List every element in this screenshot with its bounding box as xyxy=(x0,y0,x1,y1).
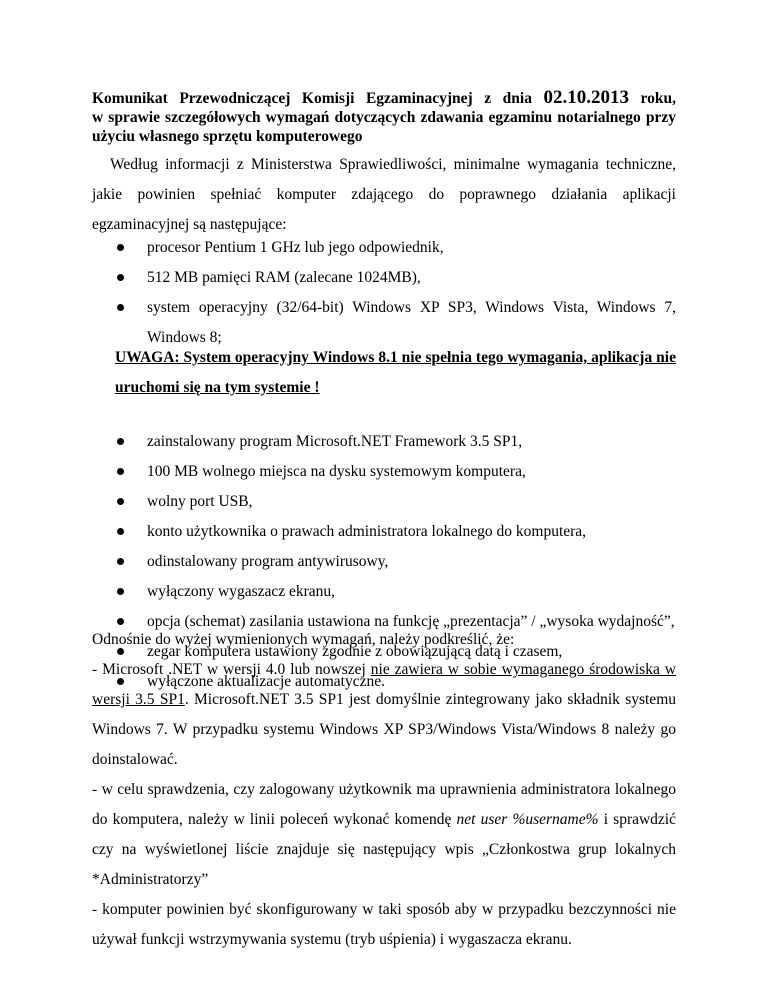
heading-part-1: Komunikat Przewodniczącej Komisji Egzaminacyjnej z dnia xyxy=(92,90,544,107)
bullet-icon xyxy=(117,558,124,565)
heading-line-2: w sprawie szczegółowych wymagań dotyczących zdawania egzaminu notarialnego przy użyciu własnego sprzętu komputerowego xyxy=(92,109,676,145)
note-dotnet-text-b: . Microsoft.NET 3.5 SP1 jest domyślnie zintegrowany jako składnik systemu Windows 7. W przypadku systemu Windows XP SP3/Windows Vista/Windows 8 należy go doinstalować. xyxy=(92,691,676,768)
bullet-icon xyxy=(117,618,124,625)
list-item-text: system operacyjny (32/64-bit) Windows XP SP3, Windows Vista, Windows 7, Windows 8; xyxy=(147,299,676,346)
list-item xyxy=(92,457,676,487)
note-admin-text-a: - w celu sprawdzenia, czy zalogowany użytkownik ma uprawnienia administratora lokalnego do komputera, należy w linii poleceń wykonać komendę xyxy=(92,781,676,828)
note-admin-check xyxy=(92,775,676,895)
bullet-icon xyxy=(117,528,124,535)
notes-section xyxy=(92,625,676,955)
note-admin-text-b: i sprawdzić czy na wyświetlonej liście znajduje się następujący wpis „Członkostwa grup lokalnych *Administratorzy” xyxy=(92,811,676,888)
note-dotnet-text-a: - Microsoft .NET w wersji 4.0 lub nowszej xyxy=(92,661,371,678)
list-item xyxy=(92,427,676,457)
note-power-settings: - komputer powinien być skonfigurowany w taki sposób aby w przypadku bezczynności nie używał funkcji wstrzymywania systemu (tryb uśpienia) i wygaszacza ekranu. xyxy=(92,901,676,948)
list-item-text: wyłączony wygaszacz ekranu, xyxy=(147,583,336,600)
list-item-text: wyłączone aktualizacje automatyczne. xyxy=(147,673,385,690)
heading-date: 02.10.2013 xyxy=(543,87,629,108)
list-item-text: procesor Pentium 1 GHz lub jego odpowiednik, xyxy=(147,239,444,256)
note-dotnet xyxy=(92,655,676,775)
document-heading xyxy=(92,88,676,146)
list-item xyxy=(92,487,676,517)
list-item-text: wolny port USB, xyxy=(147,493,253,510)
heading-part-2: roku, xyxy=(629,90,676,107)
list-item xyxy=(92,547,676,577)
list-item-text: opcja (schemat) zasilania ustawiona na funkcję „prezentacja” / „wysoka wydajność”, xyxy=(147,613,675,630)
bullet-icon xyxy=(117,588,124,595)
list-item-text: zainstalowany program Microsoft.NET Framework 3.5 SP1, xyxy=(147,433,523,450)
heading-line-1 xyxy=(92,88,676,108)
command-text: net user %username% xyxy=(456,811,599,828)
list-item xyxy=(92,517,676,547)
bullet-icon xyxy=(117,274,124,281)
bullet-icon xyxy=(117,498,124,505)
list-item-text: 512 MB pamięci RAM (zalecane 1024MB), xyxy=(147,269,421,286)
bullet-icon xyxy=(117,304,124,311)
intro-paragraph: Według informacji z Ministerstwa Sprawiedliwości, minimalne wymagania techniczne, jakie powinien spełniać komputer zdającego do poprawnego działania aplikacji egzaminacyjnej są następujące: xyxy=(92,156,676,233)
list-item xyxy=(92,233,676,263)
list-item-text: 100 MB wolnego miejsca na dysku systemowym komputera, xyxy=(147,463,526,480)
bullet-icon xyxy=(117,244,124,251)
list-item-text: odinstalowany program antywirusowy, xyxy=(147,553,389,570)
requirements-list-a xyxy=(92,233,676,353)
note-dotnet-underlined: nie zawiera w sobie wymaganego środowiska w wersji 3.5 SP1 xyxy=(92,661,677,708)
list-item xyxy=(92,577,676,607)
bullet-icon xyxy=(117,438,124,445)
list-item-text: konto użytkownika o prawach administratora lokalnego do komputera, xyxy=(147,523,587,540)
list-item-text: zegar komputera ustawiony zgodnie z obowiązującą datą i czasem, xyxy=(147,643,563,660)
list-item xyxy=(92,263,676,293)
notes-lead: Odnośnie do wyżej wymienionych wymagań, należy podkreślić, że: xyxy=(92,631,515,648)
bullet-icon xyxy=(117,468,124,475)
warning-note: UWAGA: System operacyjny Windows 8.1 nie spełnia tego wymagania, aplikacja nie uruchomi się na tym systemie ! xyxy=(115,349,676,396)
